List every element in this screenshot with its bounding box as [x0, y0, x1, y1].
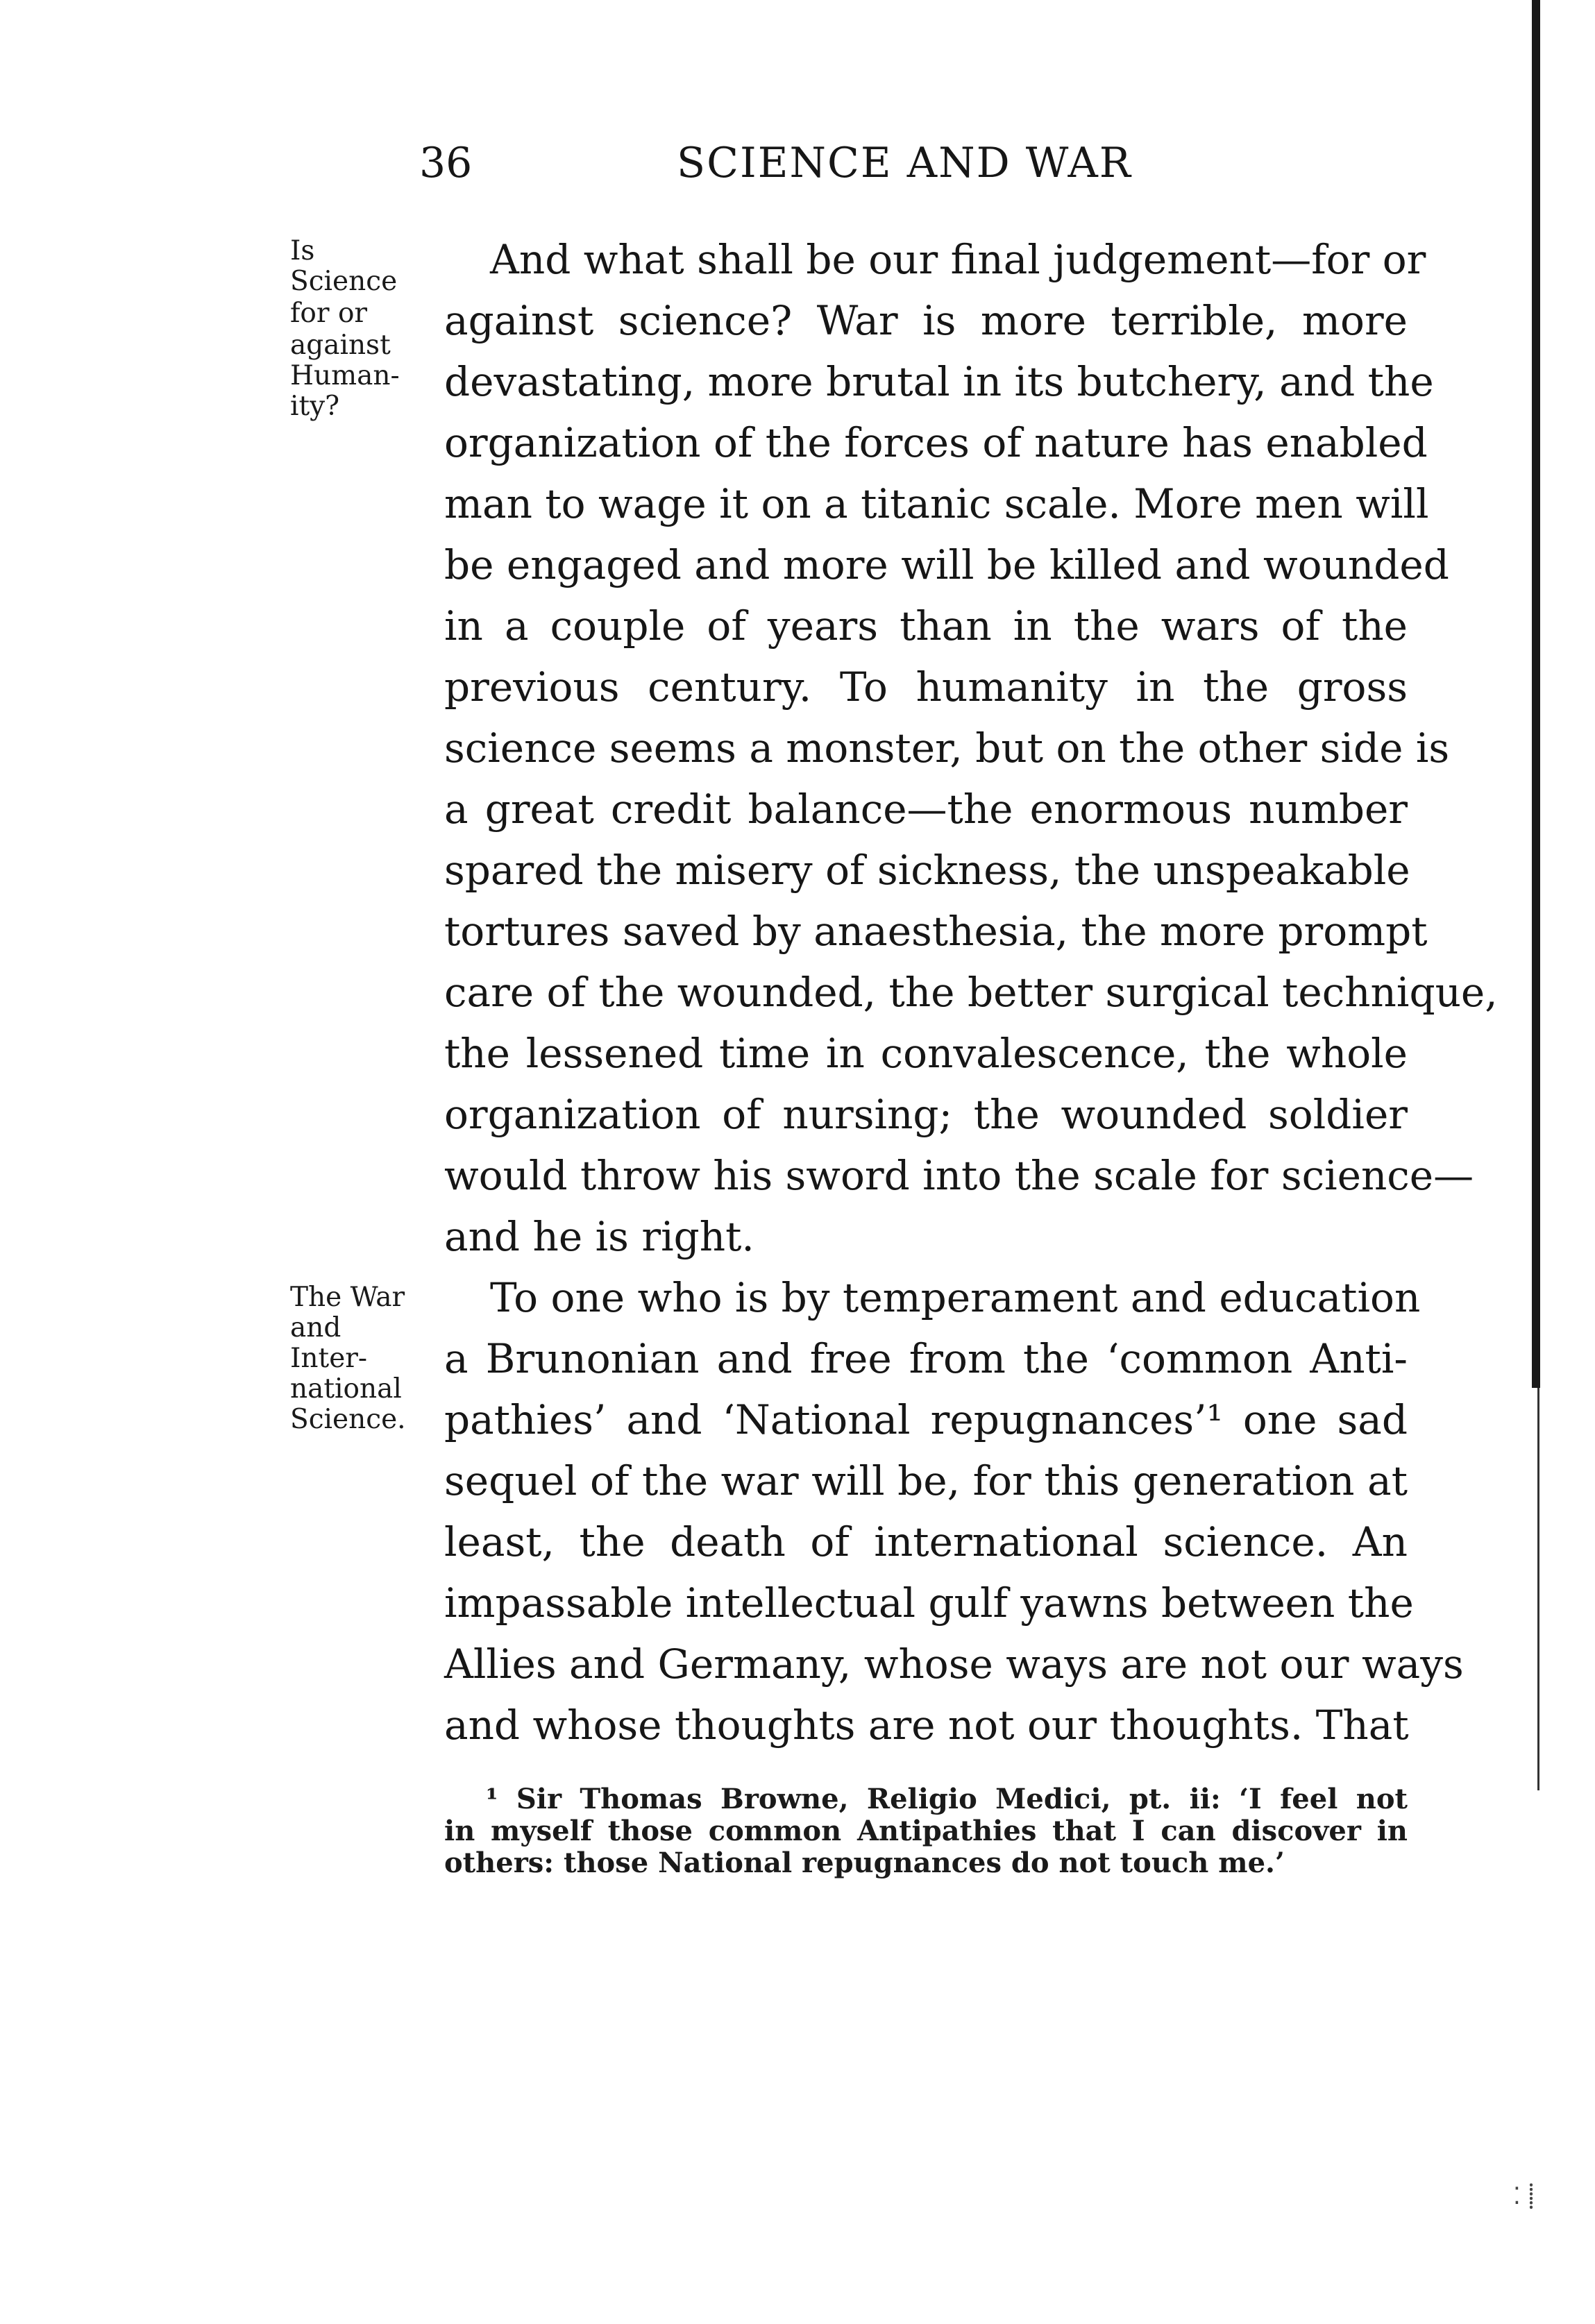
sidenote-science-humanity [290, 236, 436, 422]
paragraph-1-line: against science? War is more terrible, more [444, 297, 1408, 344]
footnote-line: in myself those common Antipathies that I can discover in [444, 1815, 1408, 1847]
sidenote-line: Human- [290, 360, 400, 391]
paragraph-1-line: organization of nursing; the wounded soldier [444, 1091, 1408, 1138]
paragraph-1-line: previous century. To humanity in the gross [444, 663, 1408, 711]
paragraph-2-line: Allies and Germany, whose ways are not our ways [444, 1640, 1464, 1688]
paragraph-1-line: organization of the forces of nature has enabled [444, 419, 1428, 466]
sidenote-line: Is [290, 235, 315, 266]
sidenote-line: national [290, 1373, 402, 1405]
sidenote-line: Inter- [290, 1343, 368, 1374]
paragraph-1-line: a great credit balance—the enormous number [444, 786, 1408, 833]
paragraph-2-line: impassable intellectual gulf yawns between the [444, 1579, 1414, 1627]
sidenote-line: ity? [290, 391, 340, 422]
sidenote-line: for or [290, 298, 368, 329]
paragraph-1-line: in a couple of years than in the wars of the [444, 602, 1408, 650]
paragraph-1-line: the lessened time in convalescence, the whole [444, 1030, 1408, 1077]
sidenote-line: and [290, 1312, 341, 1343]
paragraph-2-line: a Brunonian and free from the ‘common Anti- [444, 1335, 1408, 1382]
page-header [0, 135, 1595, 205]
scan-specks: ⁚ ⸽ [1513, 2182, 1535, 2210]
paragraph-1-line: tortures saved by anaesthesia, the more prompt [444, 908, 1428, 955]
scan-edge-mark [1532, 0, 1540, 1388]
paragraph-1-line: spared the misery of sickness, the unspeakable [444, 847, 1410, 894]
paragraph-2-line: To one who is by temperament and education [490, 1274, 1421, 1321]
paragraph-1-line: And what shall be our final judgement—for or [490, 236, 1426, 283]
paragraph-2-line: pathies’ and ‘National repugnances’¹ one sad [444, 1396, 1408, 1443]
paragraph-1-line: devastating, more brutal in its butchery, and the [444, 358, 1434, 405]
paragraph-1-line: and he is right. [444, 1213, 754, 1260]
paragraph-2-line: least, the death of international science. An [444, 1518, 1408, 1566]
sidenote-line: Science [290, 266, 398, 297]
sidenote-war-international-science [290, 1282, 436, 1435]
paragraph-1-line: would throw his sword into the scale for science— [444, 1152, 1474, 1199]
running-title: SCIENCE AND WAR [677, 139, 1132, 187]
footnote-line: others: those National repugnances do not touch me.’ [444, 1847, 1285, 1879]
sidenote-line: Science. [290, 1404, 406, 1435]
footnote-line: ¹ Sir Thomas Browne, Religio Medici, pt. ii: ‘I feel not [486, 1783, 1408, 1815]
sidenote-line: against [290, 330, 391, 361]
paragraph-2-line: and whose thoughts are not our thoughts. That [444, 1702, 1409, 1749]
paragraph-1-line: man to wage it on a titanic scale. More men will [444, 480, 1429, 527]
paragraph-1-line: be engaged and more will be killed and wounded [444, 541, 1449, 588]
page-number: 36 [419, 139, 473, 187]
paragraph-1-line: science seems a monster, but on the other side is [444, 724, 1450, 772]
sidenote-line: The War [290, 1282, 405, 1313]
scan-edge-mark-lower [1537, 1388, 1539, 1790]
paragraph-2-line: sequel of the war will be, for this generation at [444, 1457, 1408, 1504]
paragraph-1-line: care of the wounded, the better surgical technique, [444, 969, 1498, 1016]
